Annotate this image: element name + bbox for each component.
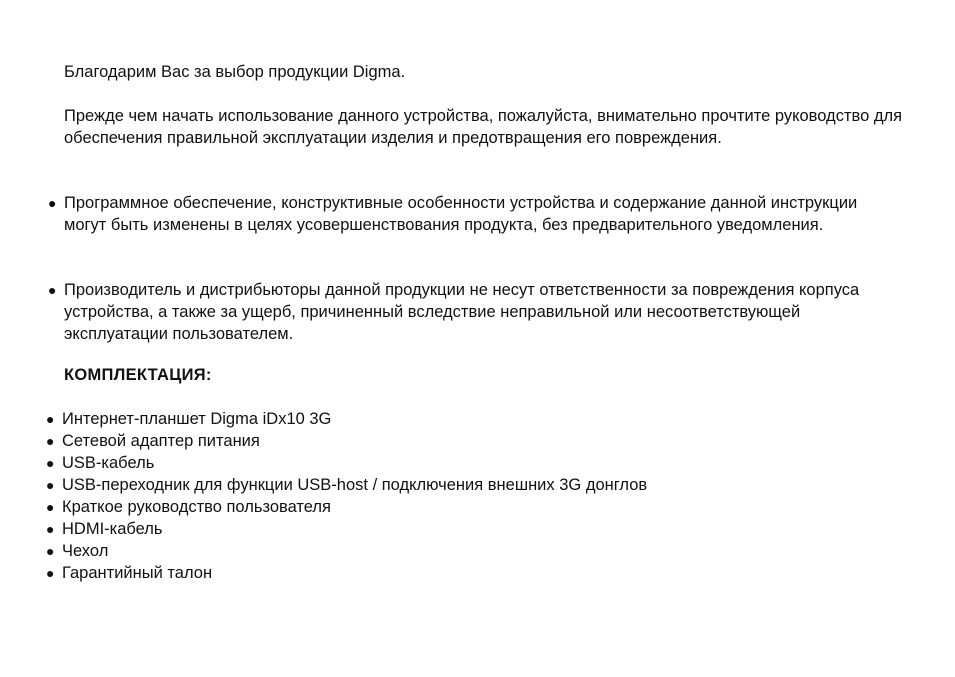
list-item (46, 430, 647, 452)
kit-item-label: HDMI-кабель (62, 520, 163, 538)
list-item (46, 518, 647, 540)
bullet-icon: ● (46, 433, 55, 449)
list-item (46, 562, 647, 584)
read-manual-paragraph: Прежде чем начать использование данного устройства, пожалуйста, внимательно прочтите руководство для обеспечения правильной эксплуатации изделия и предотвращения его повреждения. (64, 107, 903, 147)
kit-list (46, 408, 647, 584)
list-item (46, 408, 647, 430)
bullet-icon: ● (46, 565, 55, 581)
list-item (46, 452, 647, 474)
thanks-paragraph: Благодарим Вас за выбор продукции Digma. (64, 63, 406, 81)
kit-item-label: Чехол (62, 542, 109, 560)
bullet-icon: ● (46, 521, 55, 537)
bullet-icon: ● (46, 477, 55, 493)
kit-heading: КОМПЛЕКТАЦИЯ: (64, 366, 212, 384)
bullet-icon: ● (48, 282, 57, 298)
kit-item-label: Интернет-планшет Digma iDx10 3G (62, 410, 332, 428)
notice-item-liability (48, 279, 904, 345)
notice-text: Программное обеспечение, конструктивные особенности устройства и содержание данной инструкции могут быть изменены в целях усовершенствования продукта, без предварительного уведомления. (64, 194, 858, 234)
bullet-icon: ● (46, 499, 55, 515)
kit-item-label: Сетевой адаптер питания (62, 432, 260, 450)
bullet-icon: ● (46, 455, 55, 471)
bullet-icon: ● (46, 543, 55, 559)
kit-item-label: USB-переходник для функции USB-host / подключения внешних 3G донглов (62, 476, 648, 494)
kit-item-label: Гарантийный талон (62, 564, 213, 582)
kit-item-label: Краткое руководство пользователя (62, 498, 331, 516)
bullet-icon: ● (48, 195, 57, 211)
notice-text: Производитель и дистрибьюторы данной продукции не несут ответственности за повреждения корпуса устройства, а также за ущерб, причиненный вследствие неправильной или несоответствующей эксплуатации пользователем. (64, 281, 860, 343)
notice-item-software (48, 192, 904, 236)
list-item (46, 540, 647, 562)
bullet-icon: ● (46, 411, 55, 427)
kit-item-label: USB-кабель (62, 454, 155, 472)
list-item (46, 496, 647, 518)
list-item (46, 474, 647, 496)
